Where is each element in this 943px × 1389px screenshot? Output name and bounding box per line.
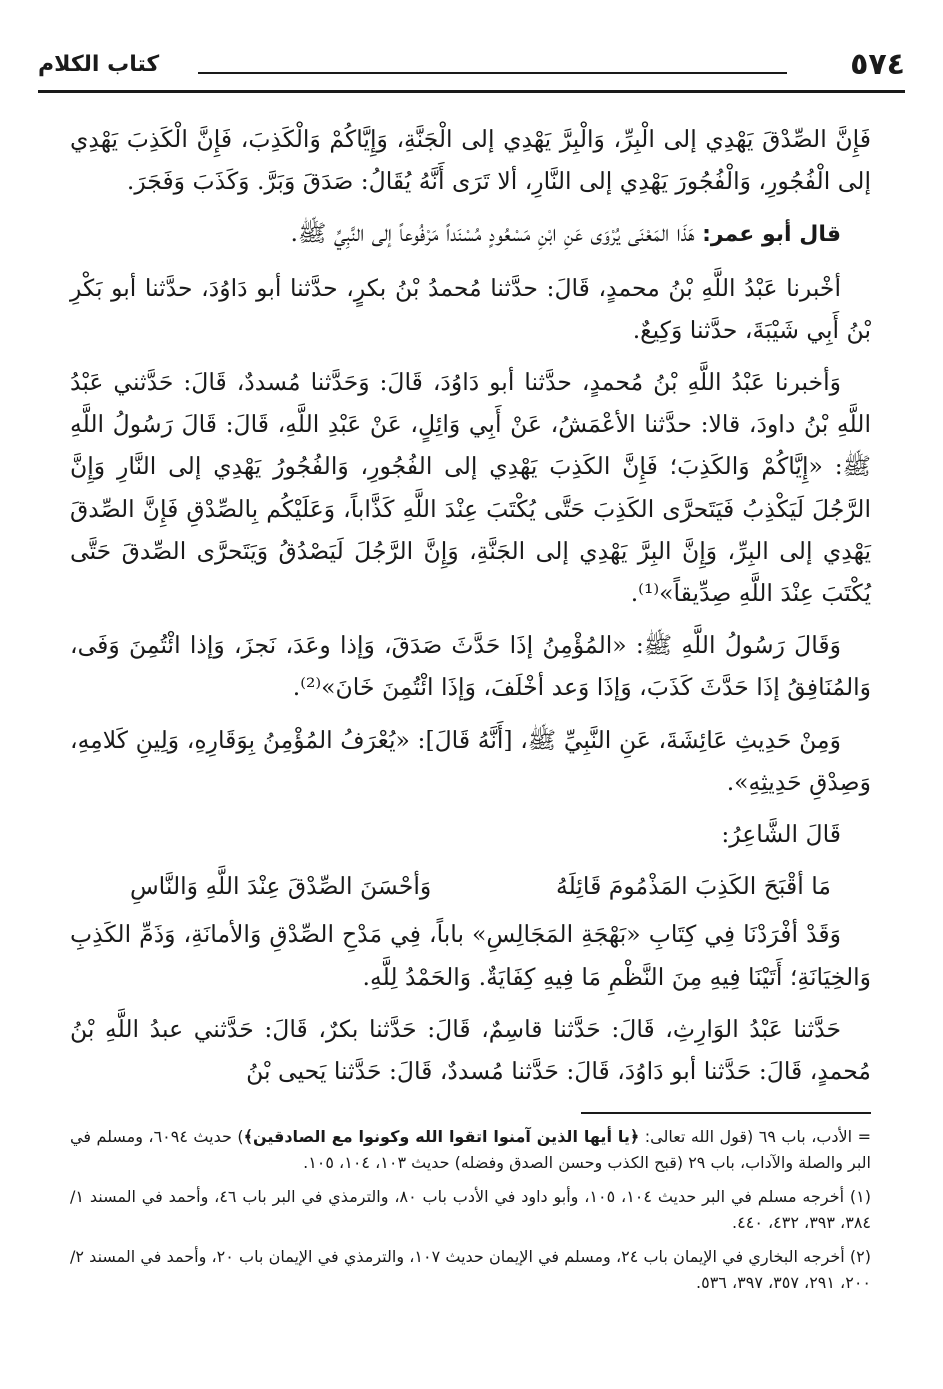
paragraph-4: وَأخبرنا عَبْدُ اللَّهِ بْنُ مُحمدٍ، حدَّثنا أبو دَاوُدَ، قَالَ: وَحَدَّثنا مُسددٌ، قَالَ: حَدَّثني عَبْدُ اللَّهِ بْنُ داودَ، قالا: حدَّثنا الأعْمَشُ، عَنْ أَبِي وَائِلٍ، عَنْ عَبْدِ اللَّهِ، قَالَ: قَالَ رَسُولُ اللَّهِ ﷺ: «إِيَّاكُمْ وَالكَذِبَ؛ فَإِنَّ الكَذِبَ يَهْدِي إلى الفُجُورِ، وَالفُجُورُ يَهْدِي إلى النَّارِ وَإِنَّ الرَّجُلَ لَيَكْذِبُ فَيَتَحرَّى الكَذِبَ حَتَّى يُكْتَبَ عِنْدَ اللَّهِ كَذَّاباً، وَعَلَيْكُم بِالصِّدْقِ فَإِنَّ الصِّدقَ يَهْدِي إلى البِرِّ، وَإِنَّ البِرَّ يَهْدِي إلى الجَنَّةِ، وَإِنَّ الرَّجُلَ لَيَصْدُقُ وَيَتَحرَّى الصِّدقَ حَتَّى يُكْتَبَ عِنْدَ اللَّهِ صِدِّيقاً»⁽¹⁾. (70, 368, 871, 608)
book-title: كتاب الكلام (38, 51, 160, 77)
poem-hemistich-1: مَا أقْبَحَ الكَذِبَ المَذْمُومَ قَائِلَهُ (556, 872, 831, 901)
header-rule (38, 90, 905, 93)
speaker-label: قال أبو عمر: (702, 222, 841, 248)
footnote-separator (581, 1112, 871, 1114)
page-number: ٥٧٤ (850, 46, 905, 82)
footnote-continued (70, 1124, 871, 1176)
footnote-continued-prefix: = الأدب، باب ٦٩ (قول الله تعالى: (639, 1127, 871, 1146)
paragraph-9: حَدَّثنا عَبْدُ الوَارِثِ، قَالَ: حَدَّثنا قاسِمٌ، قَالَ: حَدَّثنا بكرٌ، قَالَ: حَدَّثني عبدُ اللَّهِ بْنُ مُحمدٍ، قَالَ: حَدَّثنا أبو دَاوُدَ، قَالَ: حَدَّثنا مُسددٌ، قَالَ: حَدَّثنا يَحيى بْنُ (70, 1014, 871, 1086)
paragraph-7: قَالَ الشَّاعِرُ: (721, 820, 841, 849)
footnote-continued-suffix: ) حديث ٦٠٩٤، ومسلم في البر والصلة والآداب، باب ٢٩ (قبح الكذب وحسن الصدق وفضله) حديث ١٠٣، ١٠٤، ١٠٥. (70, 1127, 871, 1172)
paragraph-3: أخْبرنا عَبْدُ اللَّهِ بْنُ محمدٍ، قَالَ: حدَّثنا مُحمدُ بْنُ بكرٍ، حدَّثنا أبو دَاوُدَ، حدَّثنا أبو بَكْرِ بْنُ أَبِي شَيْبَةَ، حدَّثنا وَكِيعٌ. (70, 273, 871, 344)
paragraph-6: وَمِنْ حَدِيثِ عَائِشَةَ، عَنِ النَّبِيِّ ﷺ، [أَنَّهُ قَالَ]: «يُعْرَفُ المُؤْمِنُ بِوَقَارِهِ، وَلِينِ كَلامِهِ، وَصِدْقِ حَدِيثِهِ». (70, 725, 871, 796)
poem-verse (70, 865, 871, 907)
header-inline-rule (198, 72, 787, 74)
footnote-1: (١) أخرجه مسلم في البر حديث ١٠٤، ١٠٥، وأبو داود في الأدب باب ٨٠، والترمذي في البر باب ٤٦، وأحمد في المسند ١/ ٣٨٤، ٣٩٣، ٤٣٢، ٤٤٠. (70, 1187, 871, 1232)
paragraph-1: فَإِنَّ الصِّدْقَ يَهْدِي إلى الْبِرِّ، وَالْبِرَّ يَهْدِي إلى الْجَنَّةِ، وَإِيَّاكُمْ وَالْكَذِبَ، فَإِنَّ الْكَذِبَ يَهْدِي إلى الْفُجُورِ، وَالْفُجُورَ يَهْدِي إلى النَّارِ، ألا تَرَى أَنَّهُ يُقَالُ: صَدَقَ وَبَرَّ. وَكَذَبَ وَفَجَرَ. (70, 125, 871, 196)
paragraph-5: وَقَالَ رَسُولُ اللَّهِ ﷺ: «المُؤْمِنُ إذَا حَدَّثَ صَدَقَ، وَإذا وعَدَ، نَجزَ، وَإذا ائْتُمِنَ وَفَى، وَالمُنَافِقُ إذَا حَدَّثَ كَذَبَ، وَإذَا وَعد أخْلَفَ، وَإذَا ائْتُمِنَ خَانَ»⁽²⁾. (70, 631, 871, 702)
poem-hemistich-2: وَأحْسَنَ الصِّدْقَ عِنْدَ اللَّهِ وَالنَّاسِ (130, 872, 432, 901)
paragraph-2 (70, 212, 871, 256)
page-header (38, 38, 905, 90)
main-text (70, 118, 871, 1102)
paragraph-8: وَقَدْ أفْرَدْنَا فِي كِتَابِ «بَهْجَةِ المَجَالِسِ» باباً، فِي مَدْحِ الصِّدْقِ وَالأمانَةِ، وَذَمِّ الكَذِبِ وَالخِيَانَةِ؛ أَتَيْنَا فِيهِ مِنَ النَّظْمِ مَا فِيهِ كِفَايَةٌ. وَالحَمْدُ لِلَّهِ. (70, 920, 871, 991)
footnote-continued-quran: ﴿يا أيها الذين آمنوا اتقوا الله وكونوا مع الصادقين﴾ (243, 1127, 640, 1146)
paragraph-2-text: هَذَا المَعْنَى يُرْوَى عَنِ ابْنِ مَسْعُودٍ مُسْنَداً مَرْفُوعاً إلى النَّبِيِّ ﷺ. (290, 219, 703, 248)
footnote-2: (٢) أخرجه البخاري في الإيمان باب ٢٤، ومسلم في الإيمان حديث ١٠٧، والترمذي في الإيمان باب ٢٠، وأحمد في المسند ٢/ ٢٠٠، ٢٩١، ٣٥٧، ٣٩٧، ٥٣٦. (70, 1247, 872, 1292)
footnotes (70, 1124, 871, 1304)
